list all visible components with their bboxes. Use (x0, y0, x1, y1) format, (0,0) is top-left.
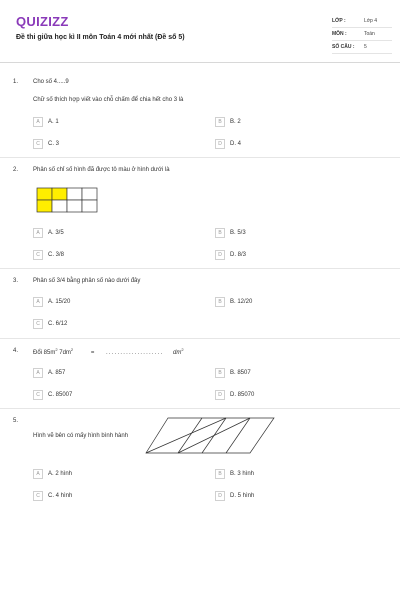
parallelogram-figure (144, 416, 276, 456)
option-c[interactable] (33, 491, 72, 501)
option-letter-box: C (33, 491, 43, 501)
grid-cell (67, 200, 82, 212)
question-text: Phân số 3/4 bằng phân số nào dưới đây (33, 278, 141, 284)
header-divider (0, 62, 400, 63)
question-text: Phân số chỉ số hình đã được tô màu ở hình dưới là (33, 167, 170, 173)
option-letter-box: B (215, 117, 225, 127)
option-d[interactable] (215, 139, 241, 149)
option-c[interactable] (33, 390, 72, 400)
option-letter-box: A (33, 368, 43, 378)
meta-value: Toán (364, 31, 375, 37)
question-number: 3. (13, 278, 19, 284)
q4-superscript: 2 (70, 347, 74, 352)
option-label: A. 857 (48, 370, 66, 376)
q4-answer-blank: .................... (106, 350, 164, 356)
question-divider (0, 408, 400, 409)
grid-cell (82, 188, 97, 200)
question-number: 4. (13, 348, 19, 354)
option-letter-box: A (33, 469, 43, 479)
meta-key: LỚP : (332, 18, 346, 24)
q4-superscript: 2 (181, 347, 184, 352)
option-letter-box: B (215, 228, 225, 238)
question-divider (0, 338, 400, 339)
option-label: D. 8/3 (230, 252, 247, 258)
option-letter-box: B (215, 368, 225, 378)
option-d[interactable] (215, 491, 254, 501)
option-letter-box: D (215, 390, 225, 400)
grid-cell (67, 188, 82, 200)
option-label: C. 3/8 (48, 252, 65, 258)
option-label: B. 8507 (230, 370, 251, 376)
question-number: 2. (13, 167, 19, 173)
option-letter-box: C (33, 319, 43, 329)
option-a[interactable] (33, 297, 70, 307)
grid-cell-shaded (37, 188, 52, 200)
option-letter-box: D (215, 250, 225, 260)
option-b[interactable] (215, 469, 254, 479)
q4-unit: dm (173, 350, 182, 356)
option-letter-box: D (215, 491, 225, 501)
option-a[interactable] (33, 228, 64, 238)
option-label: B. 5/3 (230, 230, 246, 236)
option-d[interactable] (215, 390, 254, 400)
question-text (33, 347, 184, 356)
fraction-grid-figure (36, 187, 98, 213)
question-text: Hình vẽ bên có mấy hình bình hành (33, 433, 129, 439)
grid-cell (52, 200, 67, 212)
meta-value: 5 (364, 44, 367, 50)
grid-cell-shaded (37, 200, 52, 212)
option-b[interactable] (215, 117, 241, 127)
grid-cell-shaded (52, 188, 67, 200)
grid-cell (82, 200, 97, 212)
option-label: A. 3/5 (48, 230, 64, 236)
q4-superscript: 2 (55, 347, 58, 352)
option-letter-box: A (33, 297, 43, 307)
page-title: Đề thi giữa học kì II môn Toán 4 mới nhất (Đề số 5) (16, 34, 185, 41)
option-label: C. 6/12 (48, 321, 68, 327)
question-subtext: Chữ số thích hợp viết vào chỗ chấm để chia hết cho 3 là (33, 97, 184, 103)
q4-expr-part: 7dm (57, 350, 71, 356)
option-a[interactable] (33, 469, 72, 479)
option-b[interactable] (215, 297, 252, 307)
option-label: B. 2 (230, 119, 241, 125)
option-b[interactable] (215, 228, 246, 238)
option-label: C. 3 (48, 141, 60, 147)
question-divider (0, 157, 400, 158)
option-label: D. 85070 (230, 392, 255, 398)
option-a[interactable] (33, 117, 59, 127)
option-letter-box: B (215, 297, 225, 307)
question-divider (0, 268, 400, 269)
meta-table (332, 15, 392, 54)
option-c[interactable] (33, 250, 64, 260)
quizizz-logo: QUIZIZZ (16, 14, 69, 29)
option-b[interactable] (215, 368, 251, 378)
option-d[interactable] (215, 250, 246, 260)
option-c[interactable] (33, 139, 59, 149)
meta-key: SỐ CÂU : (332, 44, 355, 50)
option-letter-box: A (33, 228, 43, 238)
option-label: C. 85007 (48, 392, 73, 398)
option-letter-box: C (33, 390, 43, 400)
meta-row-class (332, 15, 392, 28)
question-number: 1. (13, 79, 19, 85)
option-letter-box: C (33, 250, 43, 260)
question-text: Cho số 4.....9 (33, 79, 69, 85)
option-label: A. 15/20 (48, 299, 71, 305)
option-label: A. 2 hình (48, 471, 73, 477)
option-a[interactable] (33, 368, 65, 378)
option-letter-box: C (33, 139, 43, 149)
meta-row-count (332, 41, 392, 54)
q4-equals: = (90, 350, 95, 356)
option-label: D. 5 hình (230, 493, 255, 499)
meta-key: MÔN : (332, 31, 347, 37)
meta-value: Lớp 4 (364, 18, 378, 24)
option-letter-box: A (33, 117, 43, 127)
option-label: C. 4 hình (48, 493, 73, 499)
q4-expr-part: Đổi 85m (33, 350, 56, 356)
option-c[interactable] (33, 319, 67, 329)
option-letter-box: B (215, 469, 225, 479)
option-label: A. 1 (48, 119, 59, 125)
option-letter-box: D (215, 139, 225, 149)
option-label: B. 3 hình (230, 471, 255, 477)
question-number: 5. (13, 418, 19, 424)
meta-row-subject (332, 28, 392, 41)
option-label: D. 4 (230, 141, 242, 147)
option-label: B. 12/20 (230, 299, 253, 305)
